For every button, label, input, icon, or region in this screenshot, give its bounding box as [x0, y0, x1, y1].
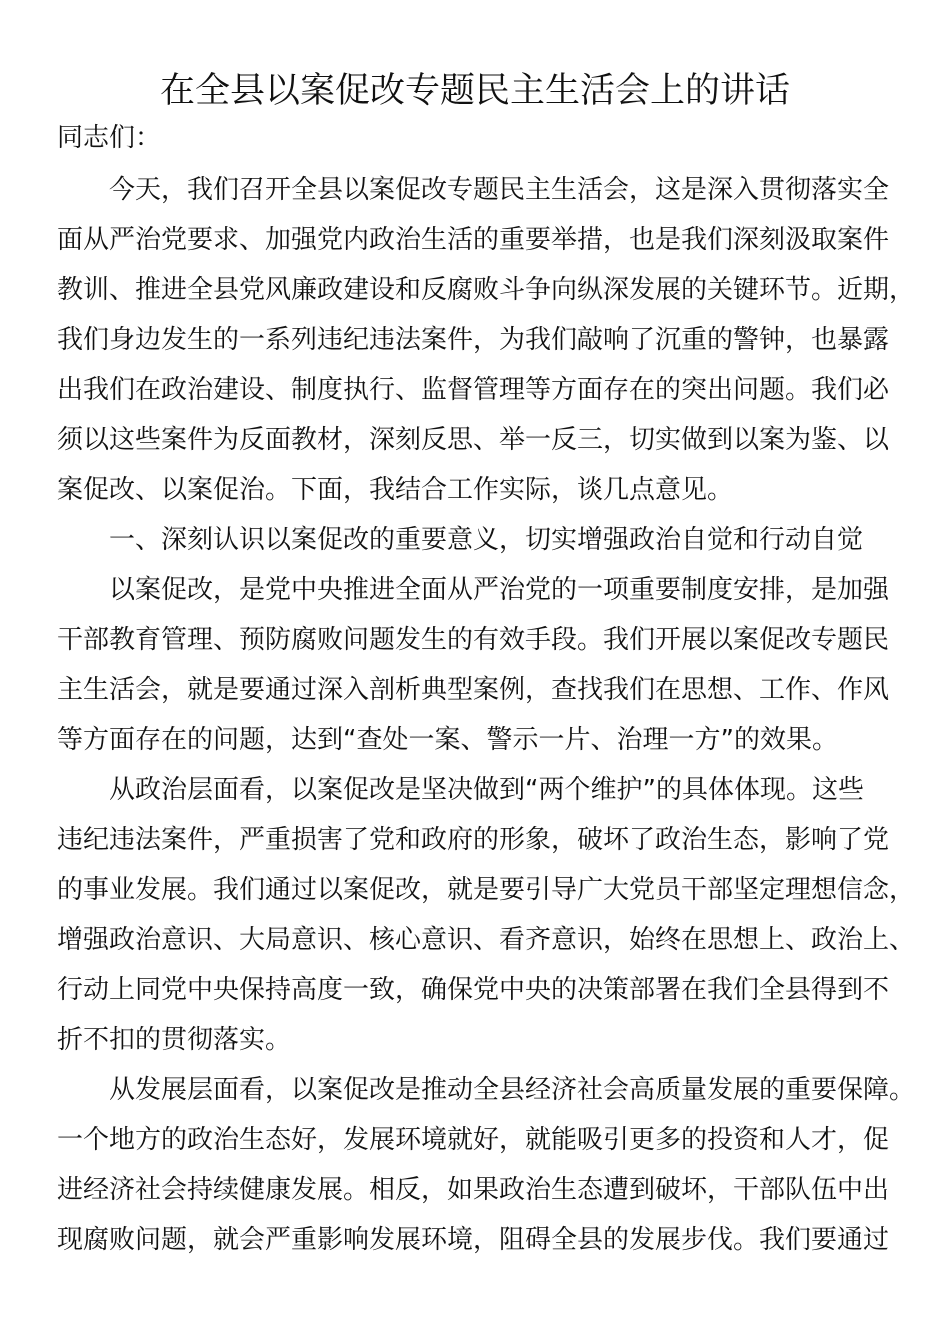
paragraph-line: 折不扣的贯彻落实。	[57, 1025, 292, 1055]
paragraph-line: 等方面存在的问题，达到“查处一案、警示一片、治理一方”的效果。	[57, 725, 838, 755]
paragraph-line: 须以这些案件为反面教材，深刻反思、举一反三，切实做到以案为鉴、以	[57, 425, 890, 455]
paragraph-line: 现腐败问题，就会严重影响发展环境，阻碍全县的发展步伐。我们要通过	[57, 1225, 890, 1255]
paragraph-line: 出我们在政治建设、制度执行、监督管理等方面存在的突出问题。我们必	[57, 375, 890, 405]
paragraph-line: 面从严治党要求、加强党内政治生活的重要举措，也是我们深刻汲取案件	[57, 225, 890, 255]
paragraph-line: 增强政治意识、大局意识、核心意识、看齐意识，始终在思想上、政治上、	[57, 925, 916, 955]
paragraph-line: 今天，我们召开全县以案促改专题民主生活会，这是深入贯彻落实全	[109, 175, 890, 205]
paragraph-line: 的事业发展。我们通过以案促改，就是要引导广大党员干部坚定理想信念，	[57, 875, 916, 905]
section-heading: 一、深刻认识以案促改的重要意义，切实增强政治自觉和行动自觉	[109, 525, 864, 555]
paragraph-line: 进经济社会持续健康发展。相反，如果政治生态遭到破坏，干部队伍中出	[57, 1175, 890, 1205]
document-body	[57, 165, 916, 1265]
paragraph-line: 我们身边发生的一系列违纪违法案件，为我们敲响了沉重的警钟，也暴露	[57, 325, 890, 355]
document-title: 在全县以案促改专题民主生活会上的讲话	[159, 71, 790, 111]
salutation: 同志们：	[57, 123, 162, 153]
paragraph-line: 以案促改，是党中央推进全面从严治党的一项重要制度安排，是加强	[109, 575, 890, 605]
paragraph-line: 案促改、以案促治。下面，我结合工作实际，谈几点意见。	[57, 475, 734, 505]
paragraph-line: 从发展层面看，以案促改是推动全县经济社会高质量发展的重要保障。	[109, 1075, 916, 1105]
paragraph-line: 教训、推进全县党风廉政建设和反腐败斗争向纵深发展的关键环节。近期，	[57, 275, 916, 305]
paragraph-line: 行动上同党中央保持高度一致，确保党中央的决策部署在我们全县得到不	[57, 975, 890, 1005]
paragraph-line: 从政治层面看，以案促改是坚决做到“两个维护”的具体体现。这些	[109, 775, 864, 805]
paragraph-line: 干部教育管理、预防腐败问题发生的有效手段。我们开展以案促改专题民	[57, 625, 890, 655]
paragraph-line: 一个地方的政治生态好，发展环境就好，就能吸引更多的投资和人才，促	[57, 1125, 890, 1155]
paragraph-line: 违纪违法案件，严重损害了党和政府的形象，破坏了政治生态，影响了党	[57, 825, 890, 855]
paragraph-line: 主生活会，就是要通过深入剖析典型案例，查找我们在思想、工作、作风	[57, 675, 890, 705]
